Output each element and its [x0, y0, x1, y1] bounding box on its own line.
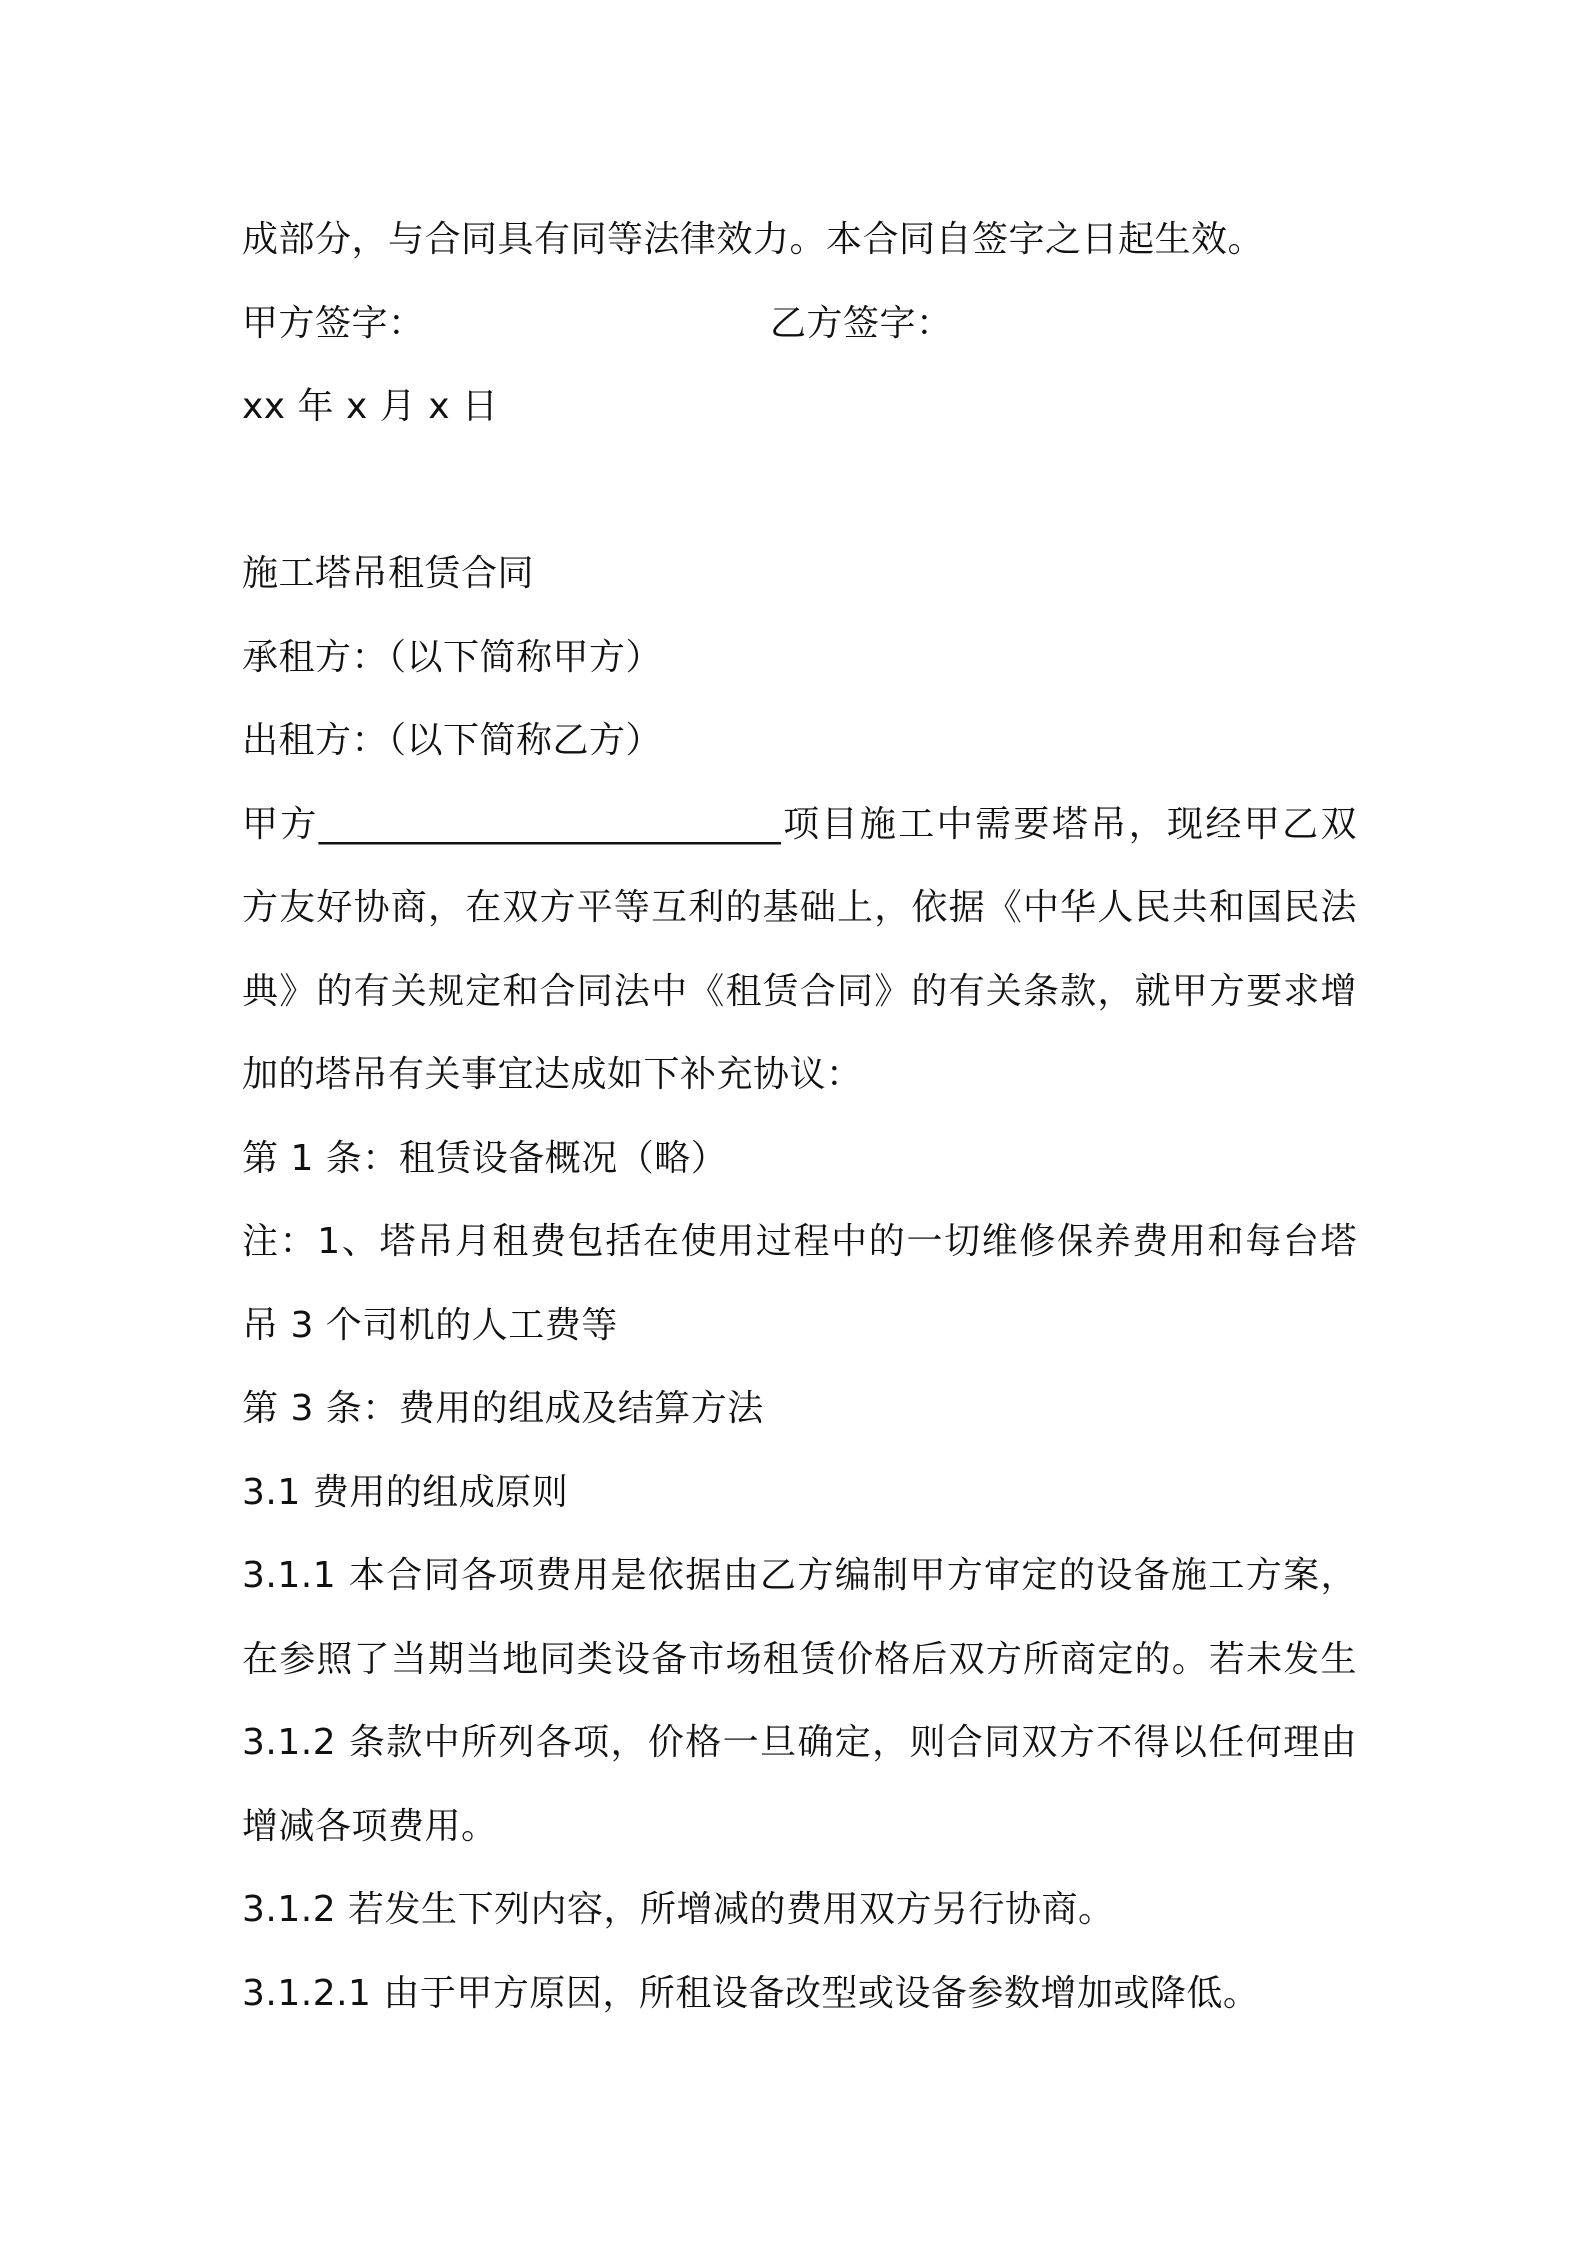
blank-line: [242, 449, 1357, 533]
body-line: 成部分，与合同具有同等法律效力。本合同自签字之日起生效。: [242, 219, 1265, 260]
section-heading: 3.1 费用的组成原则: [242, 1471, 569, 1513]
body-line: 在参照了当期当地同类设备市场租赁价格后双方所商定的。若未发生: [242, 1638, 1357, 1680]
body-line: 3.1.2.1 由于甲方原因，所租设备改型或设备参数增加或降低。: [242, 1972, 1260, 2014]
body-line: 甲方_________________________项目施工中需要塔吊，现经甲乙双: [242, 803, 1357, 845]
body-line: 3.1.2 条款中所列各项，价格一旦确定，则合同双方不得以任何理由: [242, 1722, 1357, 1763]
body-line: 典》的有关规定和合同法中《租赁合同》的有关条款，就甲方要求增: [242, 970, 1357, 1012]
note-line: 注：1、塔吊月租费包括在使用过程中的一切维修保养费用和每台塔: [242, 1221, 1357, 1262]
signature-row: [242, 282, 1357, 366]
document-body: [242, 198, 1357, 2035]
body-line: 3.1.1 本合同各项费用是依据由乙方编制甲方审定的设备施工方案，: [242, 1555, 1357, 1596]
article-heading: 第 3 条：费用的组成及结算方法: [242, 1388, 764, 1429]
date-line: xx 年 x 月 x 日: [242, 386, 499, 427]
party-b-signature-label: 乙方签字：: [770, 302, 953, 344]
party-a-signature-label: 甲方签字：: [242, 302, 425, 344]
contract-title: 施工塔吊租赁合同: [242, 553, 535, 594]
lessor-line: 出租方：（以下简称乙方）: [242, 720, 663, 761]
body-line: 增减各项费用。: [242, 1805, 498, 1847]
note-line: 吊 3 个司机的人工费等: [242, 1304, 618, 1346]
body-line: 方友好协商，在双方平等互利的基础上，依据《中华人民共和国民法: [242, 887, 1357, 928]
body-line: 加的塔吊有关事宜达成如下补充协议：: [242, 1054, 863, 1095]
article-heading: 第 1 条：租赁设备概况（略）: [242, 1137, 728, 1179]
body-line: 3.1.2 若发生下列内容，所增减的费用双方另行协商。: [242, 1889, 1115, 1930]
lessee-line: 承租方：（以下简称甲方）: [242, 636, 663, 678]
